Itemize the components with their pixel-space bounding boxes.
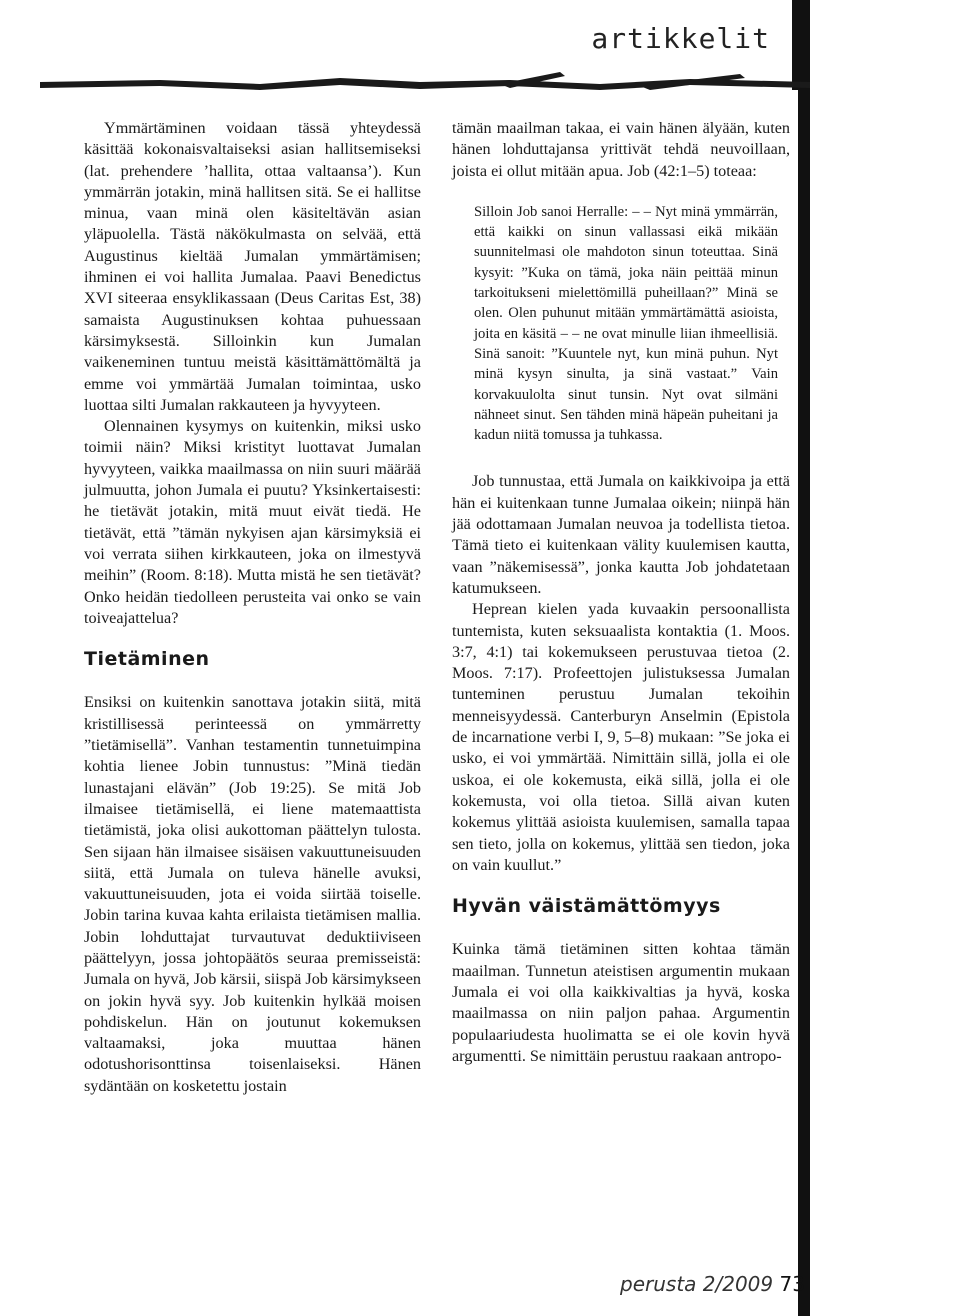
block-quote: Silloin Job sanoi Herralle: – – Nyt minä ymmärrän, että kaikki on sinun vallassasi eikä mikään suunnitelmasi ole mahdoton sinun toteuttaa. Sinä kysyit: ”Kuka on tämä, joka näin peittää minun tarkoitukseni mielettömillä puheillaan?” Minä se olen. Olen puhunut mitään ymmärtämättä asioista, joita en käsitä – – ne ovat minulle liian ihmeellisiä. Sinä sanoit: ”Kuuntele nyt, kun minä puhun. Nyt minä kysyn sinulta, ja sinä vastaat.” Vain korvakuulolta sinut tunsin. Nyt ovat silmäni nähneet sinut. Sen tähden minä häpeän puheitani ja kadun niitä tomussa ja tuhkassa. [474,203,778,444]
section-title: artikkelit [591,22,770,55]
decorative-bar [798,0,810,1316]
left-column [84,118,421,1097]
section-heading: Tietäminen [84,648,210,671]
page-footer [620,1272,805,1296]
paragraph: Job tunnustaa, että Jumala on kaikkivoipa ja että hän ei kuitenkaan tunne Jumalaa oikein; niinpä hän jää odottamaan Jumalan neuvoa ja todellista tietoa. Tämä tieto ei kuitenkaan välity kuulemisen kautta, vaan ”näkemisessä”, jonka kautta Job johdatetaan katumukseen. [452,472,790,597]
paragraph: tämän maailman takaa, ei vain hänen älyään, kuten hänen lohduttajansa yrittivät tehdä neuvoillaan, joista ei ollut mitään apua. Job (42:1–5) toteaa: [452,119,790,180]
paragraph: Kuinka tämä tietäminen sitten kohtaa tämän maailman. Tunnetun ateistisen argumentin mukaan Jumala ei voi olla kaikkivaltias ja hyvä, koska maailmassa on niin paljon pahaa. Argumentin populaariudesta huolimatta se ei ole kovin hyvä argumentti. Se nimittäin perustuu raakaan antropo- [452,940,790,1065]
paragraph: Heprean kielen yada kuvaakin persoonallista tuntemista, kuten seksuaalista kontaktia (1. Moos. 3:7, 4:1) tai kokemukseen perustuvaa tietoa (2. Moos. 7:17). Profeettojen julistuksessa Jumalan tunteminen perustuu Jumalan tekoihin menneisyydessä. Canterburyn Anselmin (Epistola de incarnatione verbi I, 9, 5–8) mukaan: ”Se joka ei usko, ei voi ymmärtää. Nimittäin sillä, jolla ei ole uskoa, ei ole kokemusta, eikä sillä, jolla ei ole kokemusta, voi olla tietoa. Sillä aivan kuten kokemus ylittää asioista kuulemisen, samalla tapaa sen tieto, jolla on kokemus, ylittää sen tiedon, joka on vain kuullut.” [452,600,790,874]
paragraph: Ymmärtäminen voidaan tässä yhteydessä käsittää kokonaisvaltaiseksi asian hallitsemiseksi (lat. prehendere ’hallita, ottaa valtaansa’). Kun ymmärrän jotakin, minä hallitsen sitä. Se ei hallitse minua, vaan minä olen käsiteltävän asian yläpuolella. Tästä näkökulmasta on selvää, että Augustinus kieltää Jumalan ymmärtämisen; ihminen ei voi hallita Jumalaa. Paavi Benedictus XVI siteeraa ensyklikassaan (Deus Caritas Est, 38) samaista Augustinuksen kohtaa puhuessaan kärsimyksestä. Silloinkin kun Jumalan vaikeneminen tuntuu meistä käsittämättömältä ja emme voi ymmärtää Jumalan toimintaa, usko luottaa silti Jumalan rakkauteen ja hyvyyteen. [84,119,421,414]
brush-stroke-divider [40,68,810,96]
page-number: 73 [779,1272,805,1296]
right-column [452,118,790,1067]
section-heading: Hyvän väistämättömyys [452,895,721,918]
paragraph: Olennainen kysymys on kuitenkin, miksi usko toimii näin? Miksi kristityt luottavat Jumalan hyvyyteen, vaikka maailmassa on niin suuri määrää julmuutta, johon Jumala ei puutu? Yksinkertaisesti: he tietävät jotakin, mitä muut eivät tiedä. He tietävät, että ”tämän nykyisen ajan kärsimyksiä ei voi verrata siihen kirkkauteen, joka on ilmestyvä meihin” (Room. 8:18). Mutta mistä he sen tietävät? Onko heidän tiedolleen perusteita vai onko se vain toiveajattelua? [84,417,421,627]
magazine-name: perusta 2/2009 [620,1272,774,1296]
paragraph: Ensiksi on kuitenkin sanottava jotakin siitä, mitä kristillisessä perinteessä on ymmärretty ”tietämisellä”. Vanhan testamentin tunnetuimpina kohtia lienee Jobin tunnustus: ”Minä tiedän lunastajani elävän” (Job 19:25). Se mitä Job ilmaisee tietämisellä, ei liene matemaattista tietämistä, joka olisi aukottoman päättelyn tulosta. Sen sijaan hän ilmaisee sisäisen vakuuttuneisuuden siitä, että Jumala on tuleva hänelle avuksi, vakuuttuneisuuden, jota ei voida siirtää toiselle. Jobin tarina kuvaa kahta erilaista tietämisen mallia. Jobin lohduttajat turvautuvat deduktiiviseen päättelyyn, jossa johtopäätös seuraa premisseistä: Jumala on hyvä, Job kärsii, siispä Job kärsimykseen on jokin hyvä syy. Job kuitenkin hylkää moisen pohdiskelun. Hän on joutunut kokemuksen valtaamaksi, joka muuttaa hänen odotushorisonttinsa toisenlaiseksi. Hänen sydäntään on kosketettu jostain [84,693,421,1095]
